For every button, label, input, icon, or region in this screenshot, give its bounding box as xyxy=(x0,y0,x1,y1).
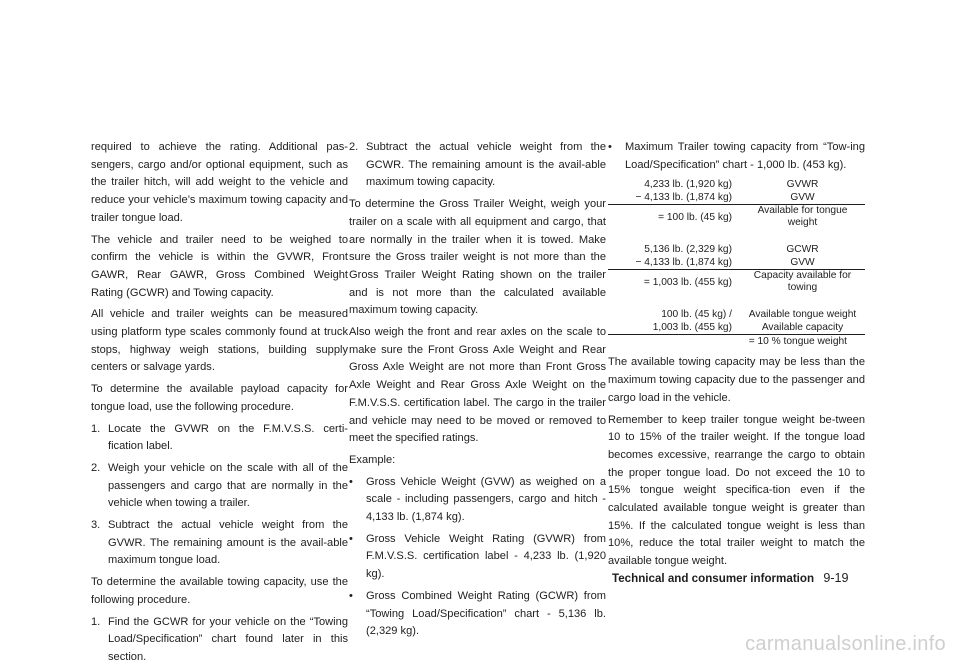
gvwr-calculation xyxy=(608,178,865,229)
calc-label: GVWR xyxy=(786,179,819,191)
step-text: Locate the GVWR on the F.M.V.S.S. certi-fication label. xyxy=(108,422,348,453)
calc-label: Available tongue weight xyxy=(748,309,857,321)
paragraph: required to achieve the rating. Additional pas-sengers, cargo and/or optional equipment, such as the trailer hitch, will add weight to the vehicle and reduce your vehicle’s maximum towing capacity and trailer tongue load. xyxy=(91,141,348,224)
bullet-item xyxy=(608,139,865,174)
example-label: Example: xyxy=(349,453,396,466)
step-text: Subtract the actual vehicle weight from the GVWR. The remaining amount is the avail-able maximum tongue load. xyxy=(108,519,348,567)
tongue-weight-calculation xyxy=(608,308,865,348)
step-number: 2. xyxy=(349,141,359,153)
bullet-icon: • xyxy=(349,475,353,488)
calc-result: = 10 % tongue weight xyxy=(748,336,847,348)
calc-label: weight xyxy=(787,217,818,229)
calc-label: GVW xyxy=(790,257,815,269)
bullet-item xyxy=(349,474,606,527)
list-item xyxy=(91,614,348,667)
paragraph: To determine the Gross Trailer Weight, weigh your trailer on a scale with all equipment and cargo, that are normally in the trailer when it is towed. Make sure the Gross trailer weight is not more than the Gross Trailer Weight Rating shown on the trailer and is not more than the calculated available maximum towing capacity. xyxy=(349,198,606,317)
bullet-icon: • xyxy=(349,589,353,602)
calc-label: Capacity available for xyxy=(753,270,852,282)
column-middle xyxy=(349,139,606,645)
page-number: 9-19 xyxy=(823,571,849,585)
step-text: Find the GCWR for your vehicle on the “Towing Load/Specification” chart found later in this section. xyxy=(108,615,348,663)
calc-label: GCWR xyxy=(786,244,819,256)
paragraph: To determine the available towing capacity, use the following procedure. xyxy=(91,576,348,606)
section-title: Technical and consumer information xyxy=(612,572,815,585)
calc-value: 4,233 lb. (1,920 kg) xyxy=(644,179,732,191)
paragraph: All vehicle and trailer weights can be measured using platform type scales commonly found at truck stops, highway weigh stations, building supply centers or salvage yards. xyxy=(91,308,348,374)
gcwr-calculation xyxy=(608,243,865,294)
calc-value: 5,136 lb. (2,329 kg) xyxy=(644,244,732,256)
list-item xyxy=(349,139,606,192)
calc-value: 1,003 lb. (455 kg) xyxy=(652,322,732,334)
paragraph: Remember to keep trailer tongue weight be-tween 10 to 15% of the trailer weight. If the tongue load becomes excessive, rearrange the cargo to obtain the proper tongue load. Do not exceed the 10 to 15% tongue weight specifica-tion even if the calculated available tongue weight is greater than 15%. If the calculated tongue weight is less than 10%, reduce the total trailer weight to match the available tongue weight. xyxy=(608,413,865,568)
list-item xyxy=(91,517,348,570)
step-text: Subtract the actual vehicle weight from the GCWR. The remaining amount is the avail-able maximum towing capacity. xyxy=(366,141,606,189)
list-item xyxy=(91,421,348,456)
step-number: 3. xyxy=(91,519,101,532)
step-number: 1. xyxy=(91,615,101,628)
calc-value: − 4,133 lb. (1,874 kg) xyxy=(635,192,732,204)
weight-calculation xyxy=(608,178,865,348)
paragraph: To determine the available payload capacity for tongue load, use the following procedure. xyxy=(91,383,348,413)
paragraph: Also weigh the front and rear axles on the scale to make sure the Front Gross Axle Weight and Rear Gross Axle Weight are not more than Front Gross Axle Weight and Rear Gross Axle Weight on the F.M.V.S.S. certification label. The cargo in the trailer and vehicle may need to be moved or removed to meet the specified ratings. xyxy=(349,326,606,445)
bullet-item xyxy=(349,531,606,584)
calc-value: 100 lb. (45 kg) / xyxy=(661,309,732,321)
step-text: Weigh your vehicle on the scale with all of the passengers and cargo that are normally in the vehicle when towing a trailer. xyxy=(108,461,348,510)
bullet-text: Gross Vehicle Weight Rating (GVWR) from F.M.V.S.S. certification label - 4,233 lb. (1,920 kg). xyxy=(366,532,606,581)
column-right xyxy=(608,139,865,575)
calc-subtraction-row xyxy=(608,191,865,205)
bullet-text: Gross Vehicle Weight (GVW) as weighed on a scale - including passengers, cargo and hitch - 4,133 lb. (1,874 kg). xyxy=(366,475,606,524)
bullet-icon: • xyxy=(349,532,353,545)
paragraph: The vehicle and trailer need to be weighed to confirm the vehicle is within the GVWR, Front GAWR, Rear GAWR, Gross Combined Weight Rating (GCWR) and Towing capacity. xyxy=(91,233,348,299)
calc-result: = 100 lb. (45 kg) xyxy=(658,212,732,224)
list-item xyxy=(91,460,348,513)
calc-label: Available capacity xyxy=(761,322,844,334)
bullet-text: Maximum Trailer towing capacity from “Tow-ing Load/Specification” chart - 1,000 lb. (453 kg). xyxy=(625,141,865,171)
calc-label: Available for tongue xyxy=(757,205,848,217)
watermark: carmanualsonline.info xyxy=(745,633,946,655)
bullet-icon: • xyxy=(608,141,612,153)
page-footer xyxy=(612,571,864,585)
calc-label: GVW xyxy=(790,192,815,204)
calc-division-row xyxy=(608,321,865,335)
calc-label: towing xyxy=(787,282,818,294)
step-number: 1. xyxy=(91,422,101,435)
calc-subtraction-row xyxy=(608,256,865,270)
calc-result: = 1,003 lb. (455 kg) xyxy=(643,277,732,289)
step-number: 2. xyxy=(91,461,101,474)
calc-value: − 4,133 lb. (1,874 kg) xyxy=(635,257,732,269)
bullet-text: Gross Combined Weight Rating (GCWR) from “Towing Load/Specification” chart - 5,136 lb. (2,329 kg). xyxy=(366,589,606,638)
column-left xyxy=(91,139,348,671)
bullet-item xyxy=(349,588,606,641)
paragraph: The available towing capacity may be less than the maximum towing capacity due to the passenger and cargo load in the vehicle. xyxy=(608,356,865,404)
